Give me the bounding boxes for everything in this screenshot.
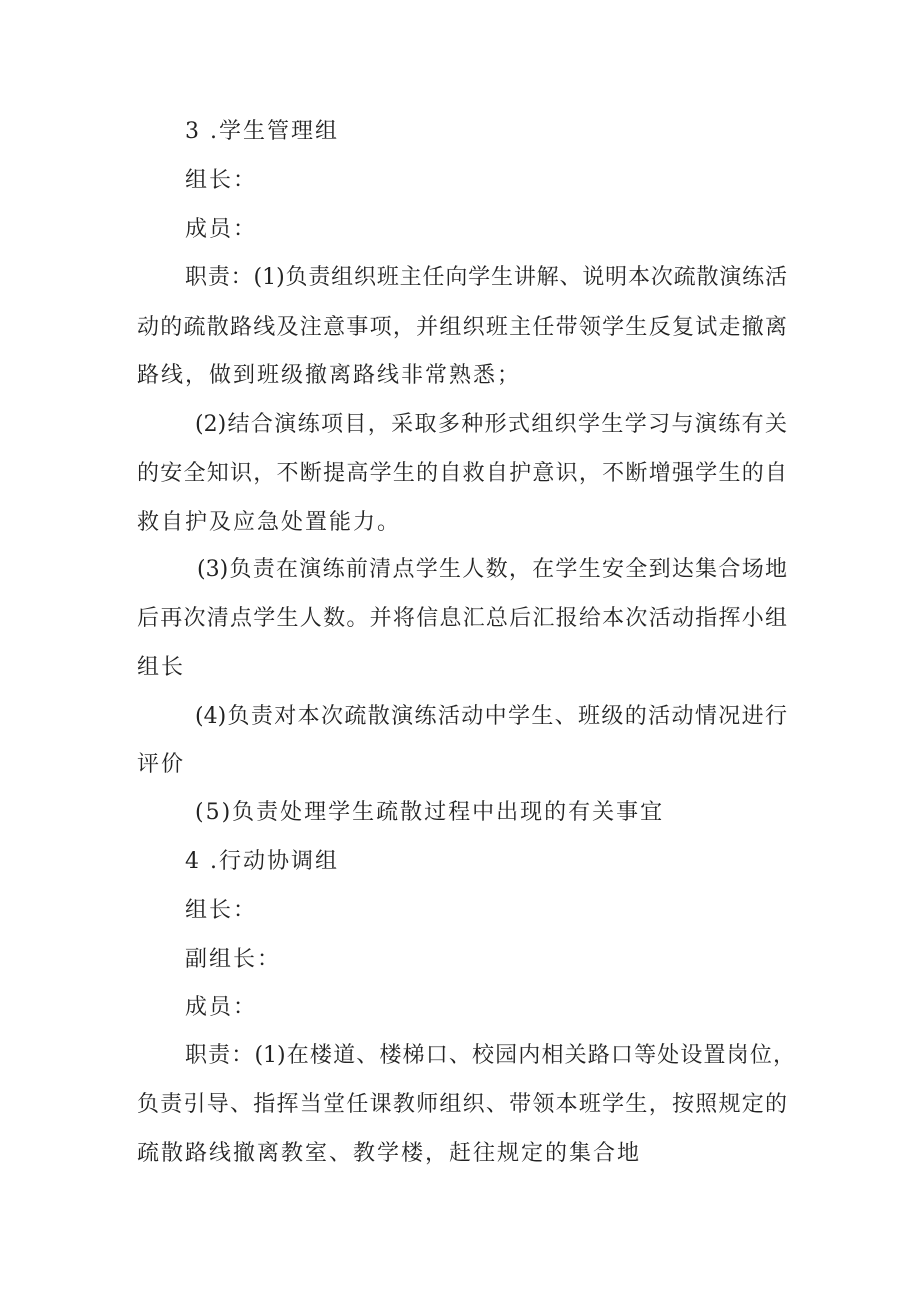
section3-duty3-line2: 后再次清点学生人数。并将信息汇总后汇报给本次活动指挥小组 bbox=[137, 606, 787, 631]
section3-heading: 3 .学生管理组 bbox=[185, 119, 339, 144]
section3-duty4-line2: 评价 bbox=[137, 752, 186, 777]
section3-duty2-line2: 的安全知识，不断提高学生的自救自护意识，不断增强学生的自 bbox=[137, 461, 787, 486]
section3-duty2-line1: (2)结合演练项目，采取多种形式组织学生学习与演练有关 bbox=[195, 412, 787, 437]
section3-duty3-line3: 组长 bbox=[137, 655, 186, 680]
section4-duty1-line3: 疏散路线撤离教室、教学楼，赶往规定的集合地 bbox=[137, 1141, 642, 1166]
section4-deputy: 副组长： bbox=[185, 947, 282, 972]
section3-duty1-line2: 动的疏散路线及注意事项，并组织班主任带领学生反复试走撤离 bbox=[137, 315, 787, 340]
section4-leader: 组长： bbox=[185, 898, 258, 923]
section3-duty3-line1: (3)负责在演练前清点学生人数，在学生安全到达集合场地 bbox=[197, 557, 787, 582]
section4-duty1-line1: 职责：(1)在楼道、楼梯口、校园内相关路口等处设置岗位， bbox=[185, 1043, 795, 1068]
section3-duty1-line3: 路线，做到班级撤离路线非常熟悉； bbox=[137, 363, 522, 388]
section4-members: 成员： bbox=[185, 995, 258, 1020]
section3-duty4-line1: (4)负责对本次疏散演练活动中学生、班级的活动情况进行 bbox=[195, 704, 787, 729]
section3-duty1-line1: 职责：(1)负责组织班主任向学生讲解、说明本次疏散演练活 bbox=[185, 265, 787, 290]
section3-members: 成员： bbox=[185, 217, 258, 242]
section4-heading: 4 .行动协调组 bbox=[185, 849, 339, 874]
section3-leader: 组长： bbox=[185, 168, 258, 193]
section3-duty2-line3: 救自护及应急处置能力。 bbox=[137, 510, 402, 535]
section4-duty1-line2: 负责引导、指挥当堂任课教师组织、带领本班学生，按照规定的 bbox=[137, 1092, 787, 1117]
section3-duty5-line1: (5)负责处理学生疏散过程中出现的有关事宜 bbox=[195, 800, 665, 825]
